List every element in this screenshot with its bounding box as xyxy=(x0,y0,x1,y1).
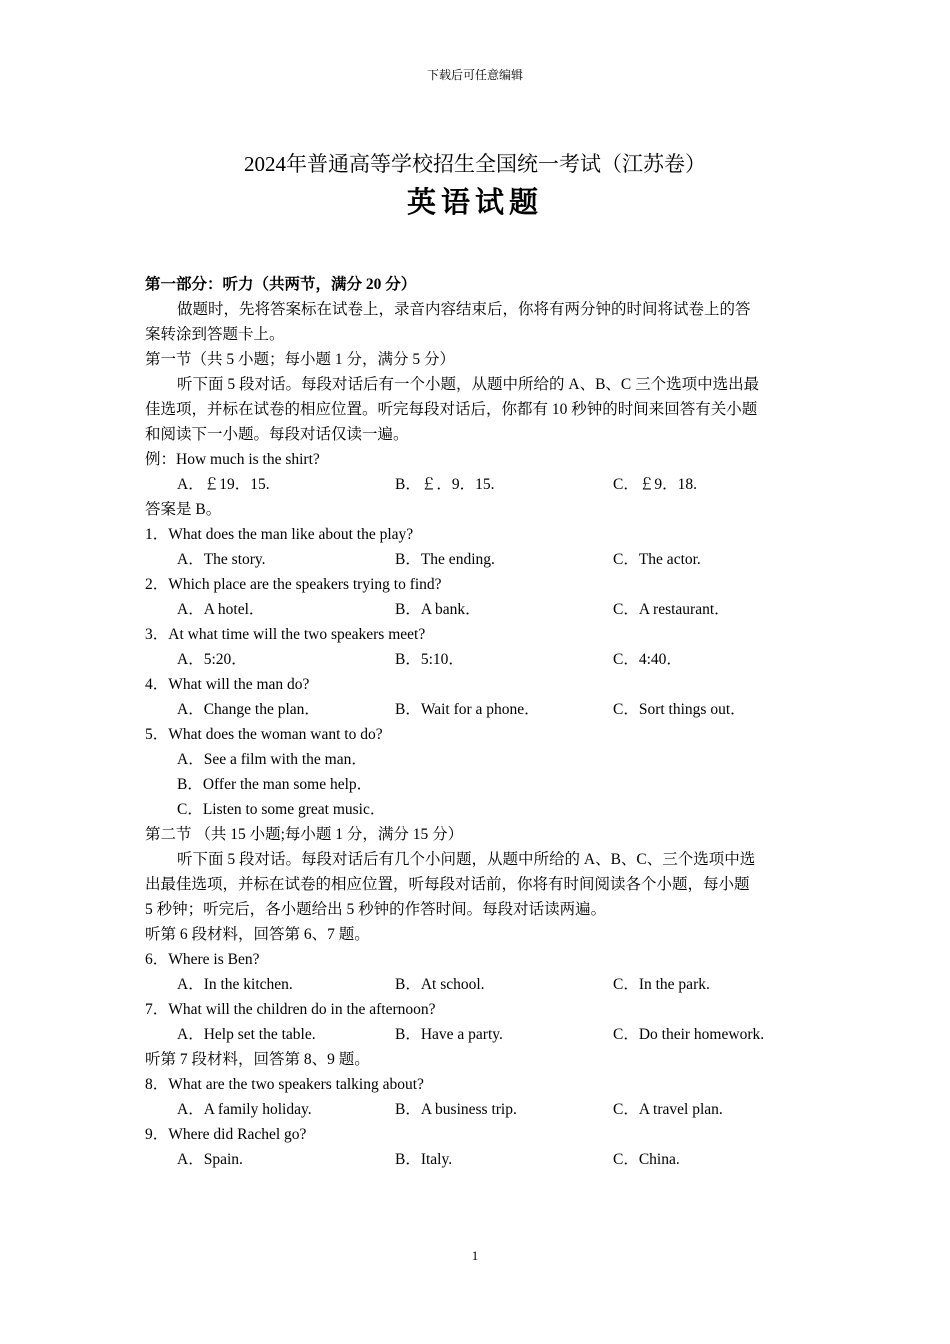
exam-subtitle: 英语试题 xyxy=(406,187,543,219)
question-1: 1．What does the man like about the play? xyxy=(145,526,414,543)
option-b: B．Wait for a phone． xyxy=(395,701,540,718)
section2-heading: 第二节 （共 15 小题;每小题 1 分，满分 15 分） xyxy=(145,826,464,843)
example-question: 例：How much is the shirt? xyxy=(145,451,320,468)
material-7-heading: 听第 7 段材料，回答第 8、9 题。 xyxy=(145,1051,370,1068)
question-8-options xyxy=(145,1097,810,1122)
question-6: 6．Where is Ben? xyxy=(145,951,260,968)
question-6-options xyxy=(145,972,810,997)
option-a: A．See a film with the man． xyxy=(177,751,367,768)
part1-heading: 第一部分：听力（共两节，满分 20 分） xyxy=(145,276,417,293)
option-a: A．A hotel． xyxy=(177,601,265,618)
question-9: 9．Where did Rachel go? xyxy=(145,1126,307,1143)
example-answer: 答案是 B。 xyxy=(145,501,222,518)
option-b: B．Offer the man some help． xyxy=(177,776,373,793)
option-a: A．￡19．15. xyxy=(177,476,270,493)
option-c: C．￡9．18. xyxy=(613,476,697,493)
option-a: A．Spain. xyxy=(177,1151,243,1168)
part1-instruction: 案转涂到答题卡上。 xyxy=(145,326,285,343)
question-9-options xyxy=(145,1147,810,1172)
option-c: C．China. xyxy=(613,1151,680,1168)
option-c: C．Listen to some great music． xyxy=(177,801,386,818)
option-b: B．The ending. xyxy=(395,551,495,568)
option-b: B．Italy. xyxy=(395,1151,453,1168)
question-2: 2．Which place are the speakers trying to find? xyxy=(145,576,442,593)
question-3-options xyxy=(145,647,810,672)
option-b: B．5:10． xyxy=(395,651,464,668)
option-a: A．5:20． xyxy=(177,651,247,668)
option-c: C．4:40． xyxy=(613,651,682,668)
question-4: 4．What will the man do? xyxy=(145,676,310,693)
section2-instruction: 5 秒钟；听完后，各小题给出 5 秒钟的作答时间。每段对话读两遍。 xyxy=(145,901,607,918)
option-c: C．A restaurant． xyxy=(613,601,730,618)
option-a: A．Change the plan． xyxy=(177,701,320,718)
option-c: C．The actor. xyxy=(613,551,701,568)
material-6-heading: 听第 6 段材料，回答第 6、7 题。 xyxy=(145,926,370,943)
question-3: 3．At what time will the two speakers meet? xyxy=(145,626,426,643)
header-note: 下载后可任意编辑 xyxy=(426,68,523,82)
option-c: C．Sort things out． xyxy=(613,701,746,718)
question-7: 7．What will the children do in the afternoon? xyxy=(145,1001,436,1018)
section2-instruction: 出最佳选项，并标在试卷的相应位置，听每段对话前，你将有时间阅读各个小题，每小题 xyxy=(145,876,750,893)
part1-instruction: 做题时，先将答案标在试卷上，录音内容结束后，你将有两分钟的时间将试卷上的答 xyxy=(177,301,751,318)
exam-content xyxy=(145,272,810,1172)
example-options xyxy=(145,472,810,497)
section1-instruction: 佳选项，并标在试卷的相应位置。听完每段对话后，你都有 10 秒钟的时间来回答有关小题 xyxy=(145,401,758,418)
option-c: C．In the park. xyxy=(613,976,710,993)
option-b: B．Have a party. xyxy=(395,1026,503,1043)
question-4-options xyxy=(145,697,810,722)
question-5: 5．What does the woman want to do? xyxy=(145,726,383,743)
question-2-options xyxy=(145,597,810,622)
question-1-options xyxy=(145,547,810,572)
exam-title: 2024年普通高等学校招生全国统一考试（江苏卷） xyxy=(244,152,706,176)
option-a: A．In the kitchen. xyxy=(177,976,293,993)
option-a: A．A family holiday. xyxy=(177,1101,312,1118)
option-b: B．At school. xyxy=(395,976,485,993)
section1-heading: 第一节（共 5 小题；每小题 1 分，满分 5 分） xyxy=(145,351,456,368)
option-b: B．￡．9．15. xyxy=(395,476,495,493)
section2-instruction: 听下面 5 段对话。每段对话后有几个小问题，从题中所给的 A、B、C、三个选项中选 xyxy=(177,851,756,868)
option-c: C．Do their homework. xyxy=(613,1026,765,1043)
option-a: A．The story. xyxy=(177,551,266,568)
option-b: B．A bank． xyxy=(395,601,481,618)
page-number: 1 xyxy=(471,1248,479,1263)
section1-instruction: 和阅读下一小题。每段对话仅读一遍。 xyxy=(145,426,409,443)
option-a: A．Help set the table. xyxy=(177,1026,316,1043)
section1-instruction: 听下面 5 段对话。每段对话后有一个小题，从题中所给的 A、B、C 三个选项中选出最 xyxy=(177,376,760,393)
question-8: 8．What are the two speakers talking about? xyxy=(145,1076,424,1093)
option-b: B．A business trip. xyxy=(395,1101,517,1118)
option-c: C．A travel plan. xyxy=(613,1101,723,1118)
question-7-options xyxy=(145,1022,810,1047)
